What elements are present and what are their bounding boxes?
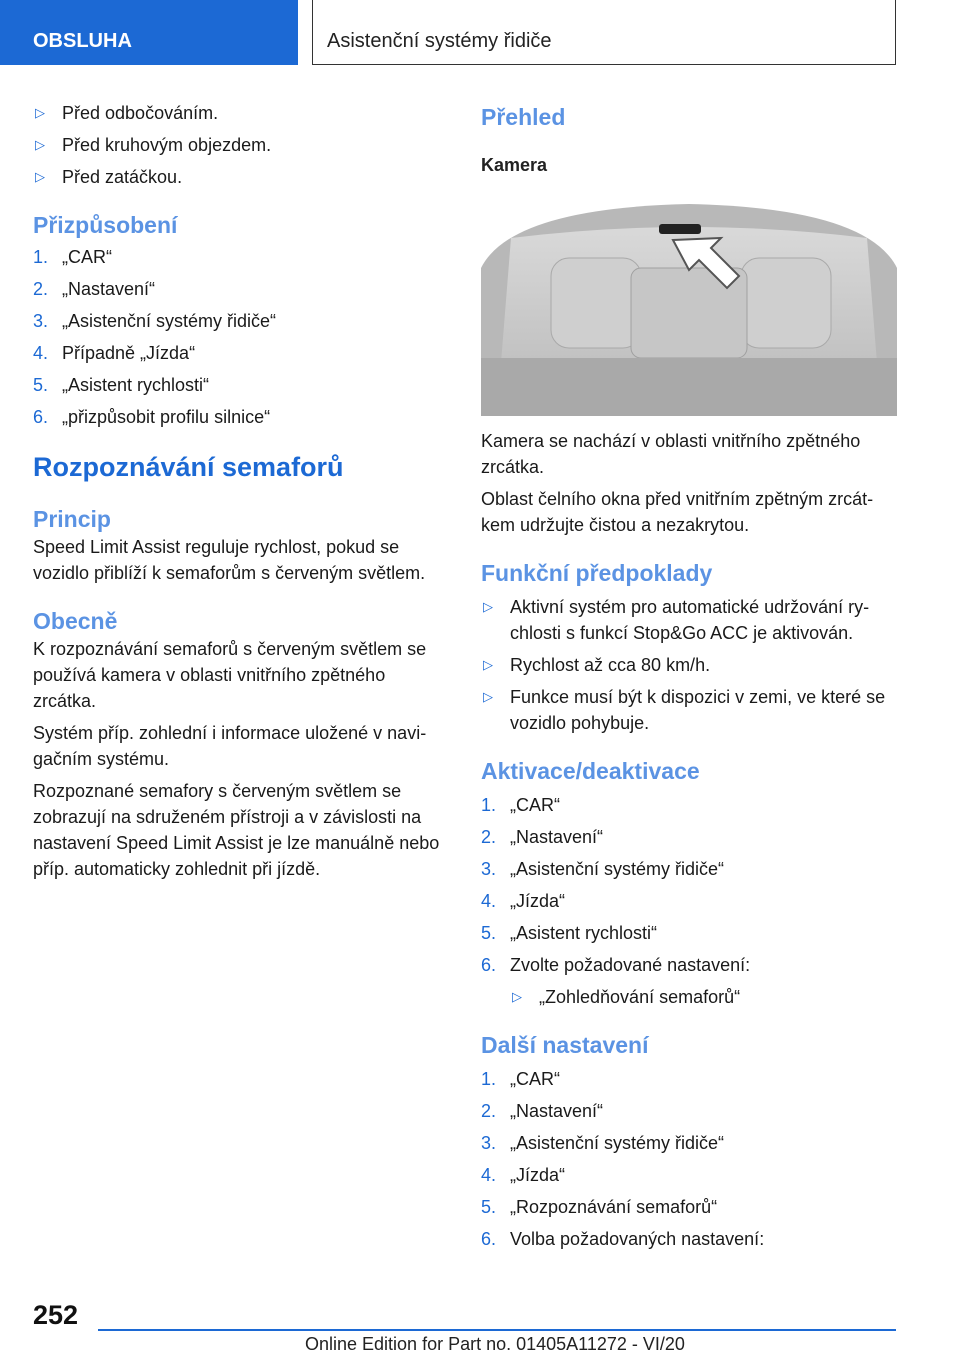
camera-paragraph-2: Oblast čelního okna před vnitřním zpětným zrcát-kem udržujte čistou a nezakrytou. bbox=[481, 489, 874, 535]
list-item: 3. „Asistenční systémy řidiče“ bbox=[33, 311, 277, 331]
list-item: 3. „Asistenční systémy řidiče“ bbox=[481, 1133, 725, 1153]
general-paragraph-1: K rozpoznávání semaforů s červeným světlem se používá kamera v oblasti vnitřního zpětného zrcátka. bbox=[33, 639, 427, 711]
main-heading: Rozpoznávání semaforů bbox=[33, 452, 344, 482]
general-paragraph-2: Systém příp. zohlední i informace uložené v navi-gačním systému. bbox=[33, 723, 427, 769]
left-column bbox=[33, 100, 453, 888]
triangle-bullet-icon: ▷ bbox=[512, 989, 522, 1004]
list-item: 2. „Nastavení“ bbox=[33, 279, 156, 299]
list-item: 1. „CAR“ bbox=[481, 1069, 560, 1089]
camera-heading: Kamera bbox=[481, 155, 548, 175]
list-item: ▷ Před zatáčkou. bbox=[33, 164, 453, 190]
list-item: 2. „Nastavení“ bbox=[481, 827, 604, 847]
list-item: 2. „Nastavení“ bbox=[481, 1101, 604, 1121]
footer-divider bbox=[98, 1329, 896, 1331]
triangle-bullet-icon: ▷ bbox=[483, 689, 493, 704]
list-item: ▷ Funkce musí být k dispozici v zemi, ve které se vozidlo pohybuje. bbox=[481, 684, 897, 736]
adapt-heading: Přizpůsobení bbox=[33, 212, 178, 238]
list-item: ▷ „Zohledňování semaforů“ bbox=[481, 984, 897, 1010]
list-item: 5. „Asistent rychlosti“ bbox=[33, 375, 210, 395]
list-item: 4. „Jízda“ bbox=[481, 891, 566, 911]
triangle-bullet-icon: ▷ bbox=[35, 137, 45, 152]
camera-location-photo bbox=[481, 198, 897, 416]
list-item: ▷ Před odbočováním. bbox=[33, 100, 453, 126]
triangle-bullet-icon: ▷ bbox=[35, 105, 45, 120]
general-paragraph-3: Rozpoznané semafory s červeným světlem se zobrazují na sdruženém přístroji a v závislosti na nastavení Speed Limit Assist je lze manuálně nebo příp. automaticky zohlednit při jízdě. bbox=[33, 781, 440, 879]
activation-heading: Aktivace/deaktivace bbox=[481, 758, 700, 784]
general-heading: Obecně bbox=[33, 608, 118, 634]
principle-heading: Princip bbox=[33, 506, 111, 532]
list-item: 6. Zvolte požadované nastavení: bbox=[481, 955, 751, 975]
triangle-bullet-icon: ▷ bbox=[483, 599, 493, 614]
list-item: 1. „CAR“ bbox=[481, 795, 560, 815]
list-item: 6. Volba požadovaných nastavení: bbox=[481, 1229, 765, 1249]
camera-paragraph-1: Kamera se nachází v oblasti vnitřního zpětného zrcátka. bbox=[481, 431, 861, 477]
list-item: 3. „Asistenční systémy řidiče“ bbox=[481, 859, 725, 879]
list-item: 4. Případně „Jízda“ bbox=[33, 343, 196, 363]
triangle-bullet-icon: ▷ bbox=[35, 169, 45, 184]
triangle-bullet-icon: ▷ bbox=[483, 657, 493, 672]
more-settings-heading: Další nastavení bbox=[481, 1032, 649, 1058]
list-item: 5. „Asistent rychlosti“ bbox=[481, 923, 658, 943]
principle-text: Speed Limit Assist reguluje rychlost, pokud se vozidlo přiblíží k semaforům s červeným světlem. bbox=[33, 537, 426, 583]
section-tab: OBSLUHA bbox=[0, 0, 298, 65]
page-number: 252 bbox=[33, 1300, 79, 1330]
list-item: ▷ Aktivní systém pro automatické udržování ry-chlosti s funkcí Stop&Go ACC je aktivován. bbox=[481, 594, 897, 646]
list-item: 1. „CAR“ bbox=[33, 247, 112, 267]
list-item: 4. „Jízda“ bbox=[481, 1165, 566, 1185]
page-header-title: Asistenční systémy řidiče bbox=[312, 0, 896, 65]
list-item: 6. „přizpůsobit profilu silnice“ bbox=[33, 407, 271, 427]
right-column bbox=[481, 100, 897, 1258]
requirements-heading: Funkční předpoklady bbox=[481, 560, 713, 586]
overview-heading: Přehled bbox=[481, 104, 566, 130]
list-item: ▷ Rychlost až cca 80 km/h. bbox=[481, 652, 897, 678]
list-item: ▷ Před kruhovým objezdem. bbox=[33, 132, 453, 158]
footer-edition: Online Edition for Part no. 01405A11272 - VI/20 bbox=[305, 1334, 685, 1354]
list-item: 5. „Rozpoznávání semaforů“ bbox=[481, 1197, 718, 1217]
